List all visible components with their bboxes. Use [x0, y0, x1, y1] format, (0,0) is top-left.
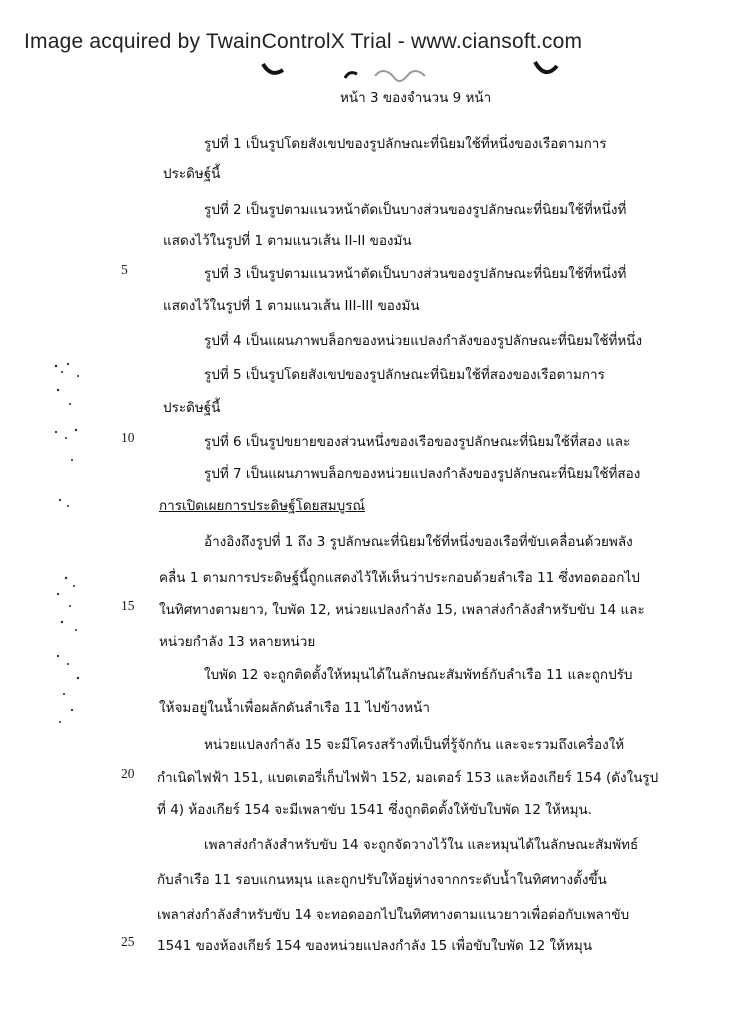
text-line: 1541 ของห้องเกียร์ 154 ของหน่วยแปลงกำลัง 15 เพื่อขับใบพัด 12 ให้หมุน — [157, 938, 593, 954]
page-number-header: หน้า 3 ของจำนวน 9 หน้า — [340, 90, 492, 106]
text-line: ประดิษฐ์นี้ — [163, 166, 221, 182]
text-line: รูปที่ 3 เป็นรูปตามแนวหน้าตัดเป็นบางส่วนของรูปลักษณะที่นิยมใช้ที่หนึ่งที่ — [204, 266, 627, 282]
line-number: 25 — [121, 934, 135, 949]
text-line: ในทิศทางตามยาว, ใบพัด 12, หน่วยแปลงกำลัง 15, เพลาส่งกำลังสำหรับขับ 14 และ — [159, 602, 645, 618]
text-line: ใบพัด 12 จะถูกติดตั้งให้หมุนได้ในลักษณะสัมพัทธ์กับลำเรือ 11 และถูกปรับ — [204, 667, 633, 683]
scanner-watermark: Image acquired by TwainControlX Trial - www.ciansoft.com — [24, 30, 583, 53]
text-line: รูปที่ 2 เป็นรูปตามแนวหน้าตัดเป็นบางส่วนของรูปลักษณะที่นิยมใช้ที่หนึ่งที่ — [204, 202, 627, 218]
text-line: รูปที่ 7 เป็นแผนภาพบล็อกของหน่วยแปลงกำลังของรูปลักษณะที่นิยมใช้ที่สอง — [204, 466, 641, 482]
text-line: ประดิษฐ์นี้ — [163, 400, 221, 416]
text-line: แสดงไว้ในรูปที่ 1 ตามแนวเส้น II-II ของมัน — [163, 233, 412, 249]
text-line: อ้างอิงถึงรูปที่ 1 ถึง 3 รูปลักษณะที่นิยมใช้ที่หนึ่งของเรือที่ขับเคลื่อนด้วยพลัง — [204, 534, 633, 550]
text-line: เพลาส่งกำลังสำหรับขับ 14 จะทอดออกไปในทิศทางตามแนวยาวเพื่อต่อกับเพลาขับ — [157, 907, 630, 923]
line-number: 10 — [121, 430, 135, 445]
text-line: คลื่น 1 ตามการประดิษฐ์นี้ถูกแสดงไว้ให้เห็นว่าประกอบด้วยลำเรือ 11 ซึ่งทอดออกไป — [159, 570, 640, 586]
text-line: หน่วยแปลงกำลัง 15 จะมีโครงสร้างที่เป็นที่รู้จักกัน และจะรวมถึงเครื่องให้ — [204, 737, 625, 753]
line-number: 5 — [121, 262, 128, 277]
text-line: รูปที่ 1 เป็นรูปโดยสังเขปของรูปลักษณะที่นิยมใช้ที่หนึ่งของเรือตามการ — [204, 136, 607, 152]
line-number: 20 — [121, 766, 135, 781]
line-number: 15 — [121, 598, 135, 613]
text-line: แสดงไว้ในรูปที่ 1 ตามแนวเส้น III-III ของมัน — [163, 298, 420, 314]
text-line: กับลำเรือ 11 รอบแกนหมุน และถูกปรับให้อยู่ห่างจากกระดับน้ำในทิศทางตั้งขึ้น — [157, 872, 607, 888]
text-line: รูปที่ 6 เป็นรูปขยายของส่วนหนึ่งของเรือของรูปลักษณะที่นิยมใช้ที่สอง และ — [204, 434, 631, 450]
text-line: รูปที่ 5 เป็นรูปโดยสังเขปของรูปลักษณะที่นิยมใช้ที่สองของเรือตามการ — [204, 367, 605, 383]
text-line: เพลาส่งกำลังสำหรับขับ 14 จะถูกจัดวางไว้ใน และหมุนได้ในลักษณะสัมพัทธ์ — [204, 837, 639, 853]
section-heading: การเปิดเผยการประดิษฐ์โดยสมบูรณ์ — [159, 498, 365, 514]
text-line: รูปที่ 4 เป็นแผนภาพบล็อกของหน่วยแปลงกำลังของรูปลักษณะที่นิยมใช้ที่หนึ่ง — [204, 333, 643, 349]
text-line: หน่วยกำลัง 13 หลายหน่วย — [159, 634, 316, 650]
text-line: กำเนิดไฟฟ้า 151, แบตเตอรี่เก็บไฟฟ้า 152, มอเตอร์ 153 และห้องเกียร์ 154 (ดังในรูป — [157, 770, 659, 786]
text-line: ที่ 4) ห้องเกียร์ 154 จะมีเพลาขับ 1541 ซึ่งถูกติดตั้งให้ขับใบพัด 12 ให้หมุน. — [157, 802, 593, 818]
text-line: ให้จมอยู่ในน้ำเพื่อผลักดันลำเรือ 11 ไปข้างหน้า — [159, 700, 430, 716]
scan-speckles — [48, 360, 98, 740]
